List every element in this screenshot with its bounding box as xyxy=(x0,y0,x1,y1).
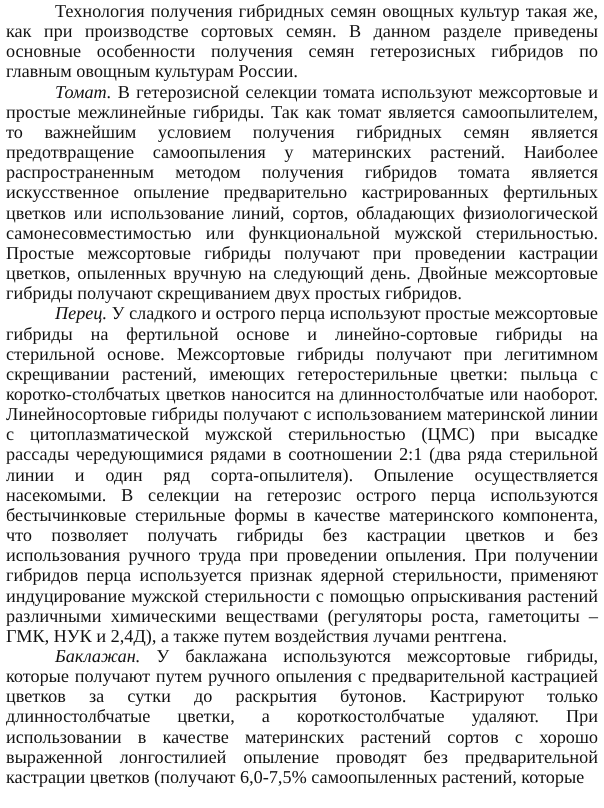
paragraph-lead: Перец. xyxy=(55,303,108,324)
paragraph-intro xyxy=(6,0,598,82)
paragraph-lead: Томат. xyxy=(55,81,112,102)
paragraph-lead: Баклажан. xyxy=(55,646,141,666)
paragraph-pepper xyxy=(6,303,598,646)
paragraph-text: Технология получения гибридных семян овощных культур такая же, как при производстве сортовых семян. В данном разделе приведены основные особенности получения семян гетерозисных гибридов по главным овощным культурам России. xyxy=(6,1,598,82)
paragraph-text: У баклажана используются межсортовые гибриды, которые получают путем ручного опыления с предварительной кастрацией цветков за сутки до раскрытия бутонов. Кастрируют только длинностолбчатые цветки, а короткостолбчатые удаляют. При использовании в качестве материнских растений сортов с хорошо выраженной лонгостилией опыление проводят без предварительной кастрации цветков (получают 6,0-7,5% самоопыленных растений, которые xyxy=(6,646,598,787)
paragraph-eggplant xyxy=(6,646,598,787)
paragraph-text: В гетерозисной селекции томата используют межсортовые и простые межлинейные гибриды. Так как томат является самоопылителем, то важнейшим условием получения гибридных семян является предотвращение самоопыления у материнских растений. Наиболее распространенным методом получения гибридов томата является искусственное опыление предварительно кастрированных фертильных цветков или использование линий, сортов, обладающих физиологической самонесовместимостью или функциональной мужской стерильностью. Простые межсортовые гибриды получают при проведении кастрации цветков, опыленных вручную на следующий день. Двойные межсортовые гибриды получают скрещиванием двух простых гибридов. xyxy=(6,81,598,304)
paragraph-tomato xyxy=(6,82,598,304)
paragraph-text: У сладкого и острого перца используют простые межсортовые гибриды на фертильной основе и линейно-сортовые гибриды на стерильной основе. Межсортовые гибриды получают при легитимном скрещивании растений, имеющих гетеростерильные цветки: пыльца с коротко-столбчатых цветков наносится на длинностолбчатые или наоборот. Линейносортовые гибриды получают с использованием материнской линии с цитоплазматической мужской стерильностью (ЦМС) при высадке рассады чередующимися рядами в соотношении 2:1 (два ряда стерильной линии и один ряд сорта-опылителя). Опыление осуществляется насекомыми. В селекции на гетерозис острого перца используются бестычинковые стерильные формы в качестве материнского компонента, что позволяет получать гибриды без кастрации цветков и без использования ручного труда при проведении опыления. При получении гибридов перца используется признак ядерной стерильности, применяют индуцирование мужской стерильности с помощью опрыскивания растений различными химическими веществами (регуляторы роста, гаметоциты – ГМК, НУК и 2,4Д), а также путем воздействия лучами рентгена. xyxy=(6,303,598,646)
